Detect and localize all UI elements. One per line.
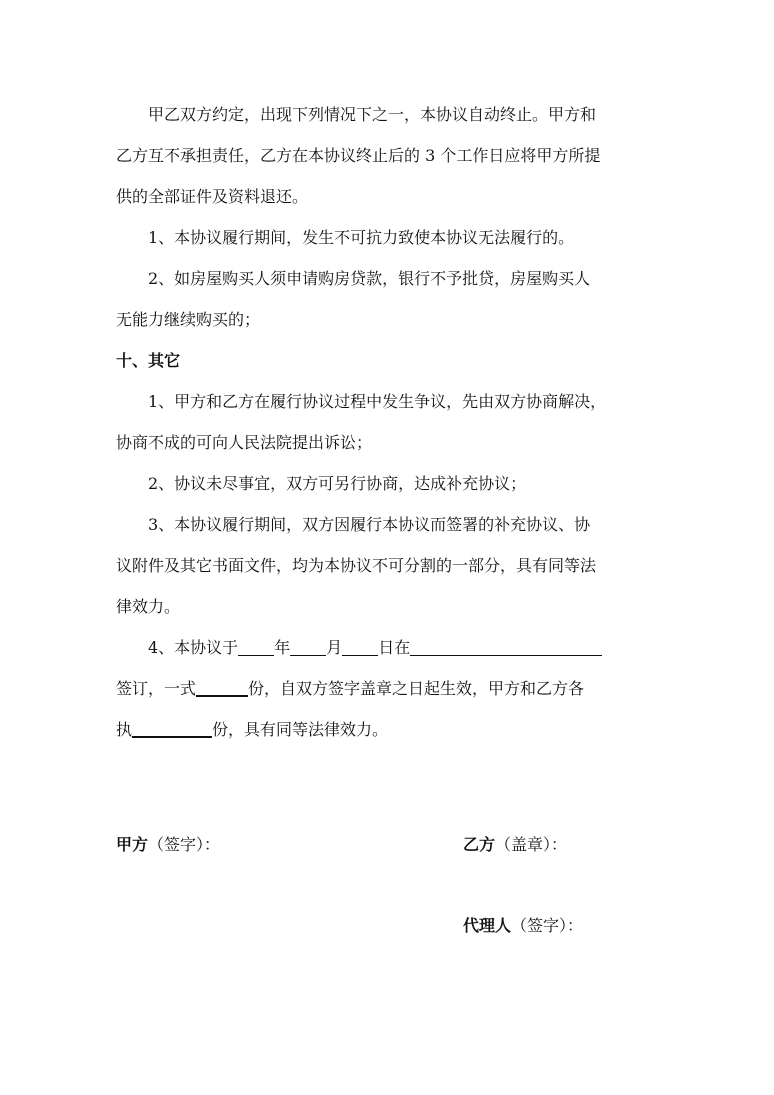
total-copies-blank[interactable] [196, 677, 248, 697]
other-item-3-line1: 3、本协议履行期间，双方因履行本协议而签署的补充协议、协 [148, 515, 591, 534]
termination-item-2-line2: 无能力继续购买的； [116, 310, 261, 329]
other-item-2: 2、协议未尽事宜，双方可另行协商，达成补充协议； [148, 474, 527, 493]
agent-role: 代理人 [463, 916, 512, 935]
termination-intro-line1: 甲乙双方约定，出现下列情况下之一，本协议自动终止。甲方和 [148, 105, 597, 124]
other-item-4-line2 [116, 668, 658, 709]
party-a-note: （签字）： [148, 835, 221, 854]
day-blank[interactable] [342, 637, 378, 656]
item4-prefix: 4、本协议于 [148, 638, 239, 657]
other-item-1-line2: 协商不成的可向人民法院提出诉讼； [116, 433, 373, 452]
termination-item-2 [116, 258, 658, 340]
item4-day-at-label: 日在 [378, 638, 411, 657]
other-item-1-line1: 1、甲方和乙方在履行协议过程中发生争议，先由双方协商解决， [148, 392, 607, 411]
other-item-3-line3: 律效力。 [116, 597, 181, 616]
other-item-1 [116, 381, 658, 463]
other-item-4 [116, 627, 658, 750]
location-blank[interactable] [410, 637, 602, 656]
termination-item-1: 1、本协议履行期间，发生不可抗力致使本协议无法履行的。 [148, 228, 575, 247]
agent-note: （签字）： [511, 916, 584, 935]
month-blank[interactable] [290, 637, 326, 656]
item4-signed-label: 签订，一式 [116, 679, 197, 698]
section-heading-other: 十、其它 [116, 351, 181, 370]
other-item-3-line2: 议附件及其它书面文件，均为本协议不可分割的一部分，具有同等法 [116, 556, 597, 575]
termination-intro-line2: 乙方互不承担责任，乙方在本协议终止后的 3 个工作日应将甲方所提 [116, 146, 601, 165]
item4-month-label: 月 [326, 638, 343, 657]
termination-item-2-line1: 2、如房屋购买人须申请购房贷款，银行不予批贷，房屋购买人 [148, 269, 591, 288]
termination-intro-line3: 供的全部证件及资料退还。 [116, 187, 309, 206]
other-item-3 [116, 504, 658, 627]
item4-copies-effect-label: 份，自双方签字盖章之日起生效，甲方和乙方各 [248, 679, 585, 698]
year-blank[interactable] [238, 637, 274, 656]
other-item-4-line1 [116, 627, 658, 668]
agent-signature [463, 914, 583, 938]
termination-intro [116, 94, 658, 217]
party-b-role: 乙方 [463, 835, 496, 854]
party-a-role: 甲方 [116, 835, 149, 854]
party-b-note: （盖章）： [495, 835, 568, 854]
item4-year-label: 年 [274, 638, 291, 657]
each-copies-blank[interactable] [132, 718, 212, 738]
item4-each-hold-label: 执 [116, 720, 133, 739]
party-b-seal [463, 833, 567, 857]
item4-end-label: 份，具有同等法律效力。 [212, 720, 389, 739]
party-a-signature [116, 833, 220, 857]
other-item-4-line3 [116, 709, 658, 750]
